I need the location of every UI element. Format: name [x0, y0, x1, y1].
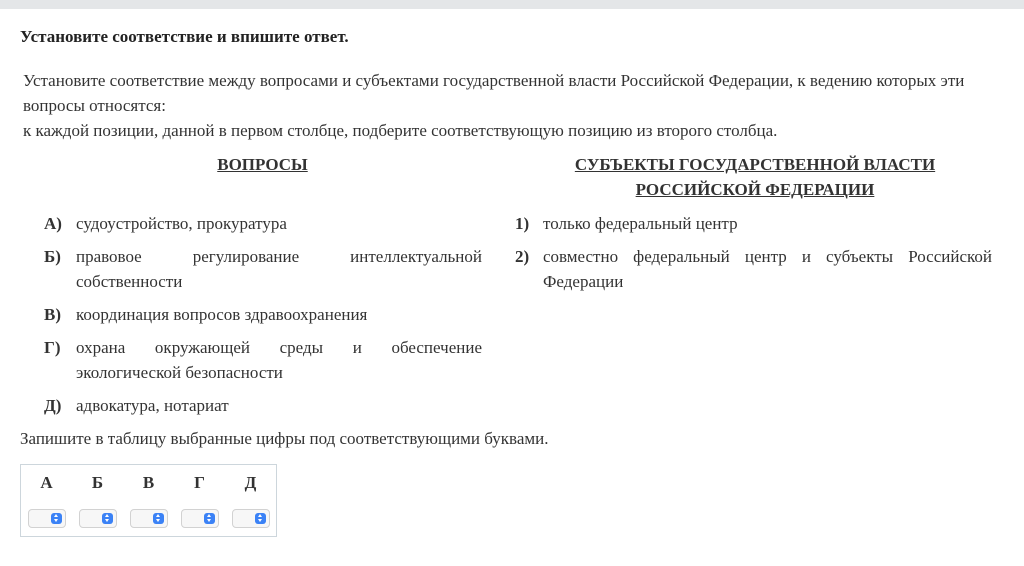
answer-cell-d: [225, 500, 277, 537]
answer-column-header-v: В: [142, 472, 155, 492]
question-item-v: [44, 302, 482, 327]
question-item-g: [44, 335, 482, 385]
answer-select-d[interactable]: [232, 509, 270, 528]
answer-column-header-d: Д: [244, 472, 257, 492]
answer-table-header-row: [21, 465, 277, 501]
task-description: [23, 68, 1008, 143]
subject-label: 2): [515, 247, 530, 266]
answer-select-a[interactable]: [28, 509, 66, 528]
question-label: Г): [44, 338, 61, 357]
task-description-line-1: Установите соответствие между вопросами и субъектами государственной власти Российской Федерации, к ведению которых эти вопросы относятся:: [23, 71, 965, 115]
questions-column-header: ВОПРОСЫ: [217, 155, 308, 174]
updown-chevron-icon: [204, 513, 215, 524]
question-label: Д): [44, 396, 62, 415]
subject-text: совместно федеральный центр и субъекты Российской Федерации: [543, 247, 992, 291]
subject-text: только федеральный центр: [543, 214, 738, 233]
question-text: охрана окружающей среды и обеспечение экологической безопасности: [76, 338, 482, 382]
task-heading: Установите соответствие и впишите ответ.: [20, 27, 349, 46]
answer-select-b[interactable]: [79, 509, 117, 528]
subjects-column-header: СУБЪЕКТЫ ГОСУДАРСТВЕННОЙ ВЛАСТИ РОССИЙСКОЙ ФЕДЕРАЦИИ: [574, 155, 936, 199]
question-item-d: [44, 393, 482, 418]
top-bar: [0, 0, 1024, 9]
answer-column-header-g: Г: [194, 472, 205, 492]
question-item-b: [44, 244, 482, 294]
answer-table-select-row: [21, 500, 277, 537]
question-label: В): [44, 305, 61, 324]
subject-label: 1): [515, 214, 530, 233]
question-text: координация вопросов здравоохранения: [76, 305, 368, 324]
answer-instruction: Запишите в таблицу выбранные цифры под соответствующими буквами.: [20, 429, 549, 448]
answer-table: [20, 464, 277, 537]
question-label: Б): [44, 247, 61, 266]
answer-cell-a: [21, 500, 73, 537]
answer-column-header-b: Б: [91, 472, 104, 492]
answer-select-v[interactable]: [130, 509, 168, 528]
answer-cell-v: [123, 500, 174, 537]
question-item-a: [44, 211, 482, 236]
task-description-line-2: к каждой позиции, данной в первом столбце, подберите соответствующую позицию из второго столбца.: [23, 121, 778, 140]
updown-chevron-icon: [51, 513, 62, 524]
subject-item-1: [515, 211, 992, 236]
question-text: правовое регулирование интеллектуальной собственности: [76, 247, 482, 291]
answer-select-g[interactable]: [181, 509, 219, 528]
answer-column-header-a: А: [40, 472, 53, 492]
updown-chevron-icon: [153, 513, 164, 524]
question-text: судоустройство, прокуратура: [76, 214, 287, 233]
subject-item-2: [515, 244, 992, 294]
answer-cell-g: [174, 500, 225, 537]
question-label: А): [44, 214, 62, 233]
updown-chevron-icon: [255, 513, 266, 524]
updown-chevron-icon: [102, 513, 113, 524]
question-text: адвокатура, нотариат: [76, 396, 229, 415]
answer-cell-b: [72, 500, 123, 537]
